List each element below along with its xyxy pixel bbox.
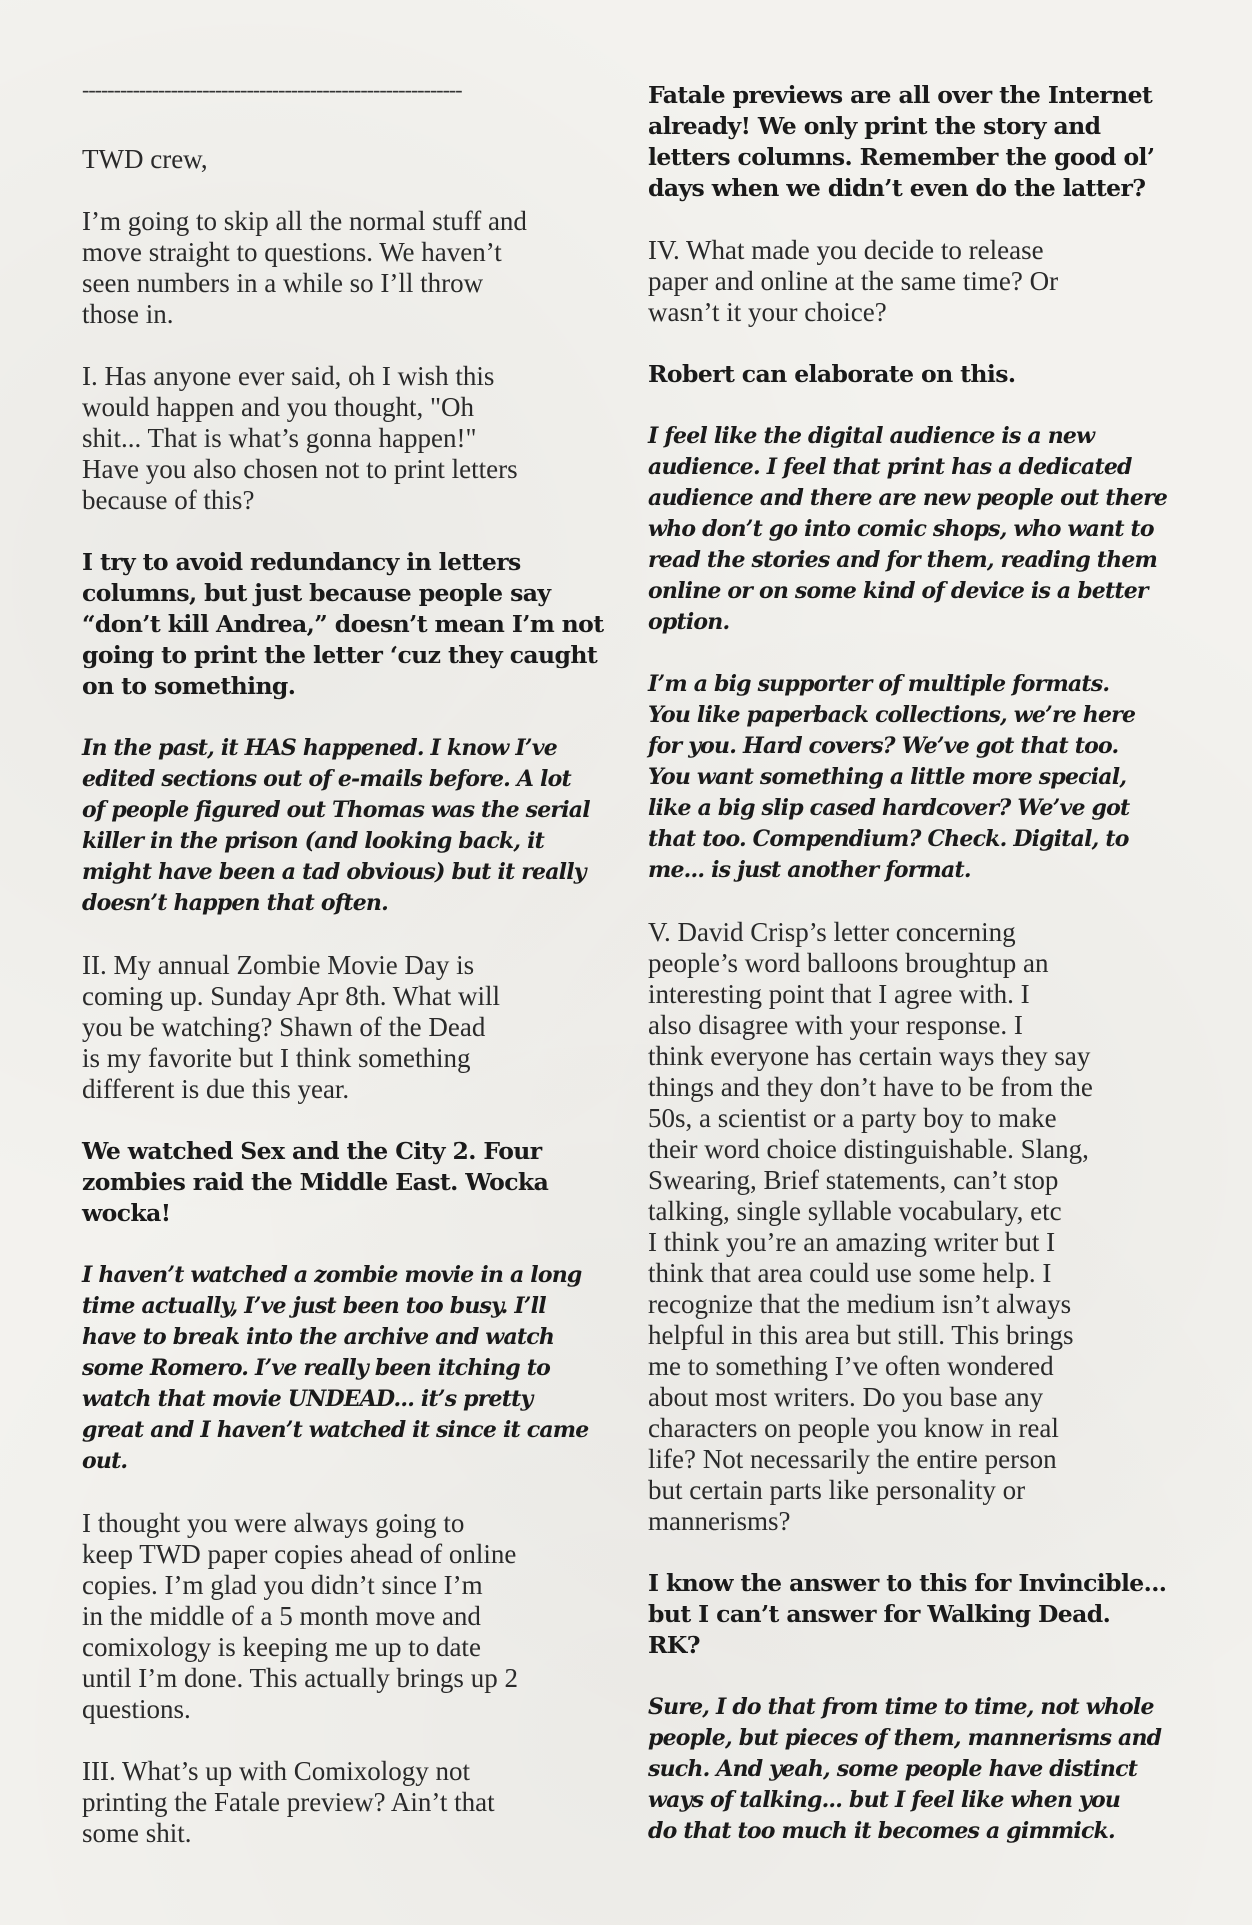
right-column [648, 80, 1188, 1878]
section-divider: ------------------------------------------------------------ [82, 80, 462, 100]
rk-reply-2: I haven’t watched a zombie movie in a long time actually, I’ve just been too busy. I’ll have to break into the archive and watch some Romero. I’ve really been itching to watch that movie UNDEAD... it’s pretty great and I haven’t watched it since it came out. [82, 1262, 589, 1474]
editor-reply-3: Fatale previews are all over the Internet already! We only print the story and letters columns. Remember the good ol’ days when we didn’t even do the latter? [648, 81, 1155, 202]
left-column [82, 80, 622, 1880]
rk-reply-5: Sure, I do that from time to time, not whole people, but pieces of them, mannerisms and such. And yeah, some people have distinct ways of talking... but I feel like when you do that too much it becomes a gimmick. [648, 1694, 1162, 1844]
question-2: II. My annual Zombie Movie Day is coming up. Sunday Apr 8th. What will you be watching? Shawn of the Dead is my favorite but I think something different is due this year. [82, 950, 500, 1104]
letter-intro: I’m going to skip all the normal stuff and move straight to questions. We haven’t seen numbers in a while so I’ll throw those in. [82, 206, 527, 329]
editor-reply-4: Robert can elaborate on this. [648, 360, 1016, 388]
editor-reply-2: We watched Sex and the City 2. Four zombies raid the Middle East. Wocka wocka! [82, 1137, 549, 1227]
rk-reply-4b: I’m a big supporter of multiple formats. You like paperback collections, we’re here for you. Hard covers? We’ve got that too. You want something a little more special, like a big slip cased hardcover? We’ve got that too. Compendium? Check. Digital, to me... is just another format. [648, 671, 1136, 883]
letter-greeting: TWD crew, [82, 144, 208, 174]
question-3: III. What’s up with Comixology not printing the Fatale preview? Ain’t that some shit. [82, 1756, 495, 1848]
editor-reply-5: I know the answer to this for Invincible... but I can’t answer for Walking Dead. RK? [648, 1569, 1167, 1659]
question-4: IV. What made you decide to release paper and online at the same time? Or wasn’t it your choice? [648, 235, 1059, 327]
editor-reply-1: I try to avoid redundancy in letters columns, but just because people say “don’t kill Andrea,” doesn’t mean I’m not going to print the letter ‘cuz they caught on to something. [82, 548, 604, 700]
letter-paper-copies: I thought you were always going to keep TWD paper copies ahead of online copies. I’m glad you didn’t since I’m in the middle of a 5 month move and comixology is keeping me up to date until I’m done. This actually brings up 2 questions. [82, 1508, 518, 1724]
rk-reply-4a: I feel like the digital audience is a new audience. I feel that print has a dedicated audience and there are new people out there who don’t go into comic shops, who want to read the stories and for them, reading them online or on some kind of device is a better option. [648, 423, 1168, 635]
rk-reply-1: In the past, it HAS happened. I know I’ve edited sections out of e-mails before. A lot of people figured out Thomas was the serial killer in the prison (and looking back, it might have been a tad obvious) but it really doesn’t happen that often. [82, 735, 590, 916]
question-5: V. David Crisp’s letter concerning people’s word balloons broughtup an interesting point that I agree with. I also disagree with your response. I think everyone has certain ways they say things and they don’t have to be from the 50s, a scientist or a party boy to make their word choice distinguishable. Slang, Swearing, Brief statements, can’t stop talking, single syllable vocabulary, etc I think you’re an amazing writer but I think that area could use some help. I recognize that the medium isn’t always helpful in this area but still. This brings me to something I’ve often wondered about most writers. Do you base any characters on people you know in real life? Not necessarily the entire person but certain parts like personality or mannerisms? [648, 917, 1093, 1536]
question-1: I. Has anyone ever said, oh I wish this would happen and you thought, "Oh shit... That is what’s gonna happen!" Have you also chosen not to print letters because of this? [82, 361, 518, 515]
